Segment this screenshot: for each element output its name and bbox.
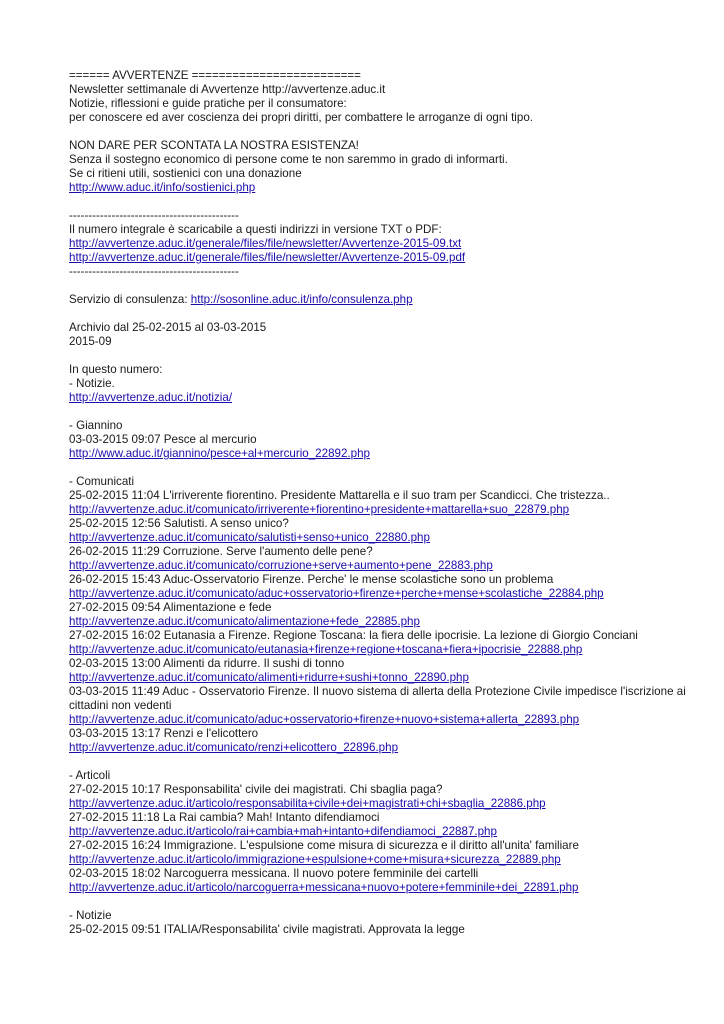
issue-number: 2015-09 xyxy=(69,335,112,348)
separator: -------------------------------------------- xyxy=(69,209,239,222)
support-text-2: Se ci ritieni utili, sostienici con una donazione xyxy=(69,167,302,180)
entry-link[interactable]: http://avvertenze.aduc.it/comunicato/aduc+osservatorio+firenze+perche+mense+scolastiche_22884.php xyxy=(69,587,604,600)
entry-text: 03-03-2015 09:07 Pesce al mercurio xyxy=(69,433,257,446)
entry-link[interactable]: http://avvertenze.aduc.it/comunicato/renzi+elicottero_22896.php xyxy=(69,741,399,754)
separator-2: -------------------------------------------- xyxy=(69,265,239,278)
tagline: Notizie, riflessioni e guide pratiche per il consumatore: xyxy=(69,97,347,110)
entry-link[interactable]: http://avvertenze.aduc.it/comunicato/alimentazione+fede_22885.php xyxy=(69,615,420,628)
section-title-giannino: - Giannino xyxy=(69,419,123,432)
support-link[interactable]: http://www.aduc.it/info/sostienici.php xyxy=(69,181,256,194)
entry-text: 03-03-2015 13:17 Renzi e l'elicottero xyxy=(69,727,259,740)
entry-link[interactable]: http://avvertenze.aduc.it/articolo/immigrazione+espulsione+come+misura+sicurezza_22889.php xyxy=(69,853,561,866)
section-title-articoli: - Articoli xyxy=(69,769,111,782)
entry-text: 27-02-2015 16:24 Immigrazione. L'espulsione come misura di sicurezza e il diritto all'unita' familiare xyxy=(69,839,579,852)
entry-link[interactable]: http://avvertenze.aduc.it/comunicato/irriverente+fiorentino+presidente+mattarella+suo_22879.php xyxy=(69,503,570,516)
pdf-link[interactable]: http://avvertenze.aduc.it/generale/files/file/newsletter/Avvertenze-2015-09.pdf xyxy=(69,251,466,264)
entry-text: 27-02-2015 10:17 Responsabilita' civile dei magistrati. Chi sbaglia paga? xyxy=(69,783,443,796)
index-title: In questo numero: xyxy=(69,363,163,376)
section-title-comunicati: - Comunicati xyxy=(69,475,135,488)
consulenza-line xyxy=(69,293,689,307)
tagline-2: per conoscere ed aver coscienza dei propri diritti, per combattere le arroganze di ogni tipo. xyxy=(69,111,533,124)
entry-text: 25-02-2015 11:04 L'irriverente fiorentino. Presidente Mattarella e il suo tram per Scandicci. Che tristezza.. xyxy=(69,489,610,502)
archive-range: Archivio dal 25-02-2015 al 03-03-2015 xyxy=(69,321,267,334)
newsletter-line: Newsletter settimanale di Avvertenze http://avvertenze.aduc.it xyxy=(69,83,386,96)
entry-link[interactable]: http://avvertenze.aduc.it/articolo/responsabilita+civile+dei+magistrati+chi+sbaglia_22886.php xyxy=(69,797,546,810)
index-link[interactable]: http://avvertenze.aduc.it/notizia/ xyxy=(69,391,233,404)
entry-text: 27-02-2015 16:02 Eutanasia a Firenze. Regione Toscana: la fiera delle ipocrisie. La lezione di Giorgio Conciani xyxy=(69,629,638,642)
entry-text: 25-02-2015 09:51 ITALIA/Responsabilita' civile magistrati. Approvata la legge xyxy=(69,923,465,936)
entry-text: 02-03-2015 18:02 Narcoguerra messicana. Il nuovo potere femminile dei cartelli xyxy=(69,867,479,880)
entry-link[interactable]: http://avvertenze.aduc.it/comunicato/eutanasia+firenze+regione+toscana+fiera+ipocrisie_22888.php xyxy=(69,643,583,656)
index-item: - Notizie. xyxy=(69,377,115,390)
consulenza-label: Servizio di consulenza: xyxy=(69,293,191,306)
entry-text: 03-03-2015 11:49 Aduc - Osservatorio Firenze. Il nuovo sistema di allerta della Protezione Civile impedisce l'iscrizione ai cittadini non vedenti xyxy=(69,685,686,712)
txt-link[interactable]: http://avvertenze.aduc.it/generale/files/file/newsletter/Avvertenze-2015-09.txt xyxy=(69,237,462,250)
banner: ====== AVVERTENZE ========================= xyxy=(69,69,361,82)
entry-link[interactable]: http://avvertenze.aduc.it/comunicato/salutisti+senso+unico_22880.php xyxy=(69,531,430,544)
entry-text: 26-02-2015 11:29 Corruzione. Serve l'aumento delle pene? xyxy=(69,545,373,558)
entry-link[interactable]: http://www.aduc.it/giannino/pesce+al+mercurio_22892.php xyxy=(69,447,370,460)
support-title: NON DARE PER SCONTATA LA NOSTRA ESISTENZA! xyxy=(69,139,359,152)
entry-text: 02-03-2015 13:00 Alimenti da ridurre. Il sushi di tonno xyxy=(69,657,345,670)
entry-text: 27-02-2015 11:18 La Rai cambia? Mah! Intanto difendiamoci xyxy=(69,811,380,824)
section-title-notizie: - Notizie xyxy=(69,909,112,922)
newsletter-page xyxy=(69,69,689,937)
entry-link[interactable]: http://avvertenze.aduc.it/articolo/rai+cambia+mah+intanto+difendiamoci_22887.php xyxy=(69,825,497,838)
entry-link[interactable]: http://avvertenze.aduc.it/comunicato/alimenti+ridurre+sushi+tonno_22890.php xyxy=(69,671,469,684)
entry-link[interactable]: http://avvertenze.aduc.it/comunicato/aduc+osservatorio+firenze+nuovo+sistema+allerta_22893.php xyxy=(69,713,580,726)
consulenza-link[interactable]: http://sosonline.aduc.it/info/consulenza.php xyxy=(190,293,413,306)
entry-text: 26-02-2015 15:43 Aduc-Osservatorio Firenze. Perche' le mense scolastiche sono un problema xyxy=(69,573,554,586)
entry-link[interactable]: http://avvertenze.aduc.it/articolo/narcoguerra+messicana+nuovo+potere+femminile+dei_22891.php xyxy=(69,881,579,894)
entry-text: 25-02-2015 12:56 Salutisti. A senso unico? xyxy=(69,517,289,530)
entry-text: 27-02-2015 09:54 Alimentazione e fede xyxy=(69,601,272,614)
download-text: Il numero integrale è scaricabile a questi indirizzi in versione TXT o PDF: xyxy=(69,223,442,236)
entry-link[interactable]: http://avvertenze.aduc.it/comunicato/corruzione+serve+aumento+pene_22883.php xyxy=(69,559,493,572)
support-text: Senza il sostegno economico di persone come te non saremmo in grado di informarti. xyxy=(69,153,508,166)
